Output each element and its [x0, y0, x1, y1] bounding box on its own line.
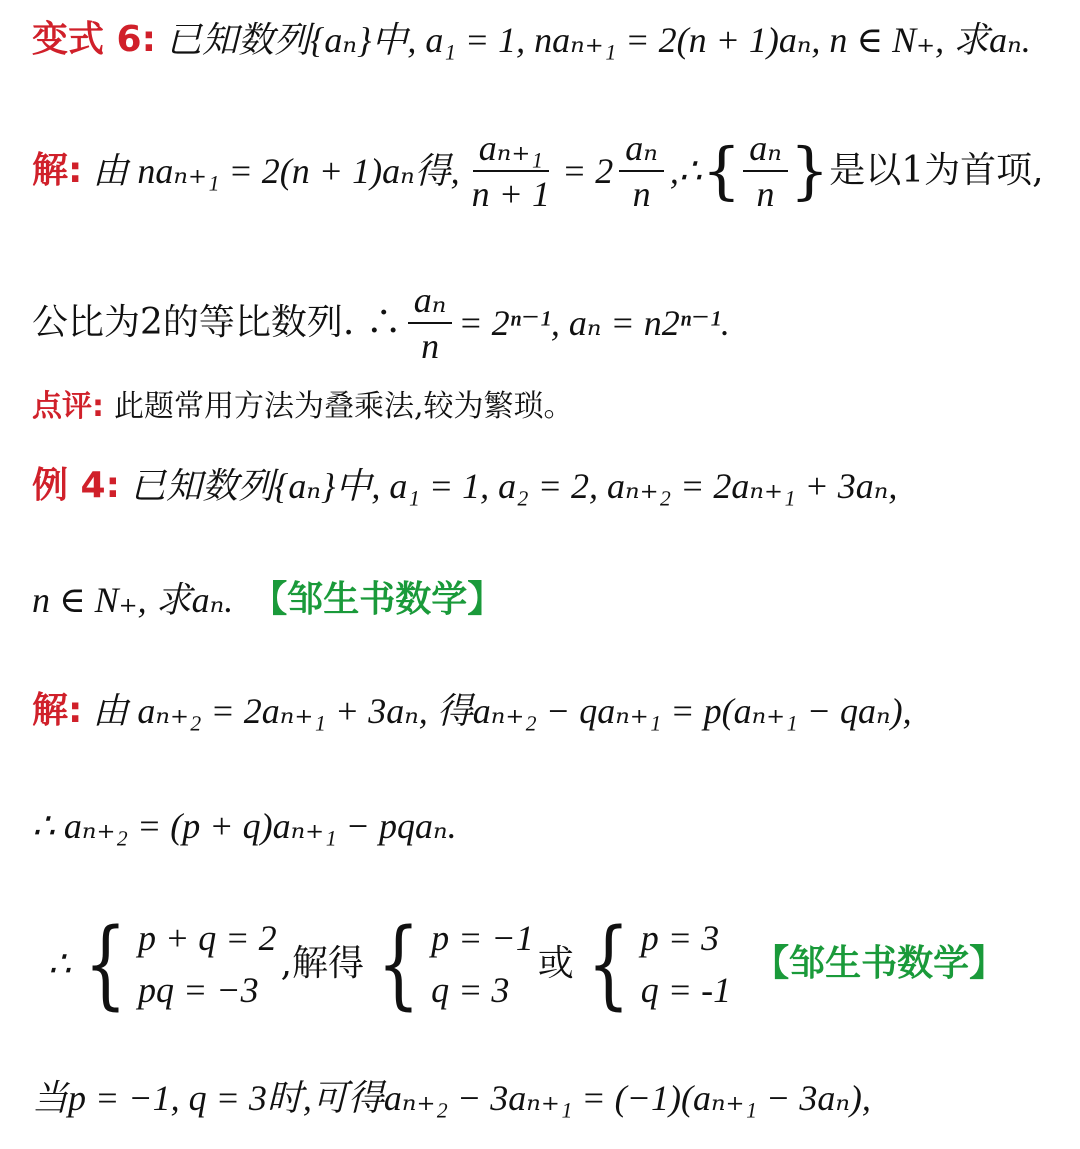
therefore-symbol: ∴: [48, 944, 71, 984]
fraction-denominator: n + 1: [471, 174, 550, 214]
comment-label: 点评:: [32, 389, 104, 424]
system-row: pq = −3: [137, 970, 259, 1010]
comment-line: [32, 389, 1070, 424]
solution1-tail: 是以1为首项,: [829, 150, 1044, 191]
variant6-label: 变式 6:: [32, 19, 156, 60]
equals-two: = 2: [561, 151, 614, 191]
fraction-numerator: aₙ: [743, 130, 788, 172]
comment-text: 此题常用方法为叠乘法,较为繁琐。: [114, 389, 574, 424]
systems-line: [48, 904, 1070, 1024]
fraction-denominator: n: [632, 174, 651, 214]
system-row: q = -1: [640, 970, 732, 1010]
system-row: p = −1: [431, 918, 534, 958]
solution2-line1: [32, 690, 1070, 731]
left-brace: {: [701, 134, 742, 207]
solve-text: ,解得: [280, 943, 365, 984]
right-brace: }: [789, 134, 830, 207]
or-text: 或: [537, 943, 574, 984]
watermark-label: 【邹生书数学】: [753, 943, 1006, 984]
equation-system-1: [75, 908, 277, 1020]
system-brace: {: [377, 908, 420, 1020]
fraction-an1-over-n1: [466, 130, 556, 212]
system-brace: {: [586, 908, 630, 1020]
system-brace: {: [84, 908, 127, 1020]
example4-line2: [32, 579, 1070, 620]
fraction-an-over-n: [619, 130, 664, 212]
therefore-symbol: ,∴: [669, 151, 702, 191]
solution1-lead: 由 naₙ₊₁ = 2(n + 1)aₙ得,: [92, 151, 460, 191]
fraction-set-an-over-n: [743, 130, 788, 212]
solution1-line2: [32, 282, 1070, 364]
solution2-last-text: 当p = −1, q = 3时,可得aₙ₊₂ − 3aₙ₊₁ = (−1)(aₙ₊₁ − 3aₙ),: [32, 1078, 871, 1118]
solution2-text2: ∴ aₙ₊₂ = (p + q)aₙ₊₁ − pqaₙ.: [32, 806, 457, 846]
solution2-text1: 由 aₙ₊₂ = 2aₙ₊₁ + 3aₙ, 得aₙ₊₂ − qaₙ₊₁ = p(aₙ₊₁ − qaₙ),: [92, 691, 912, 731]
fraction-an-over-n-2: [408, 282, 453, 364]
example4-text1: 已知数列{aₙ}中, a₁ = 1, a₂ = 2, aₙ₊₂ = 2aₙ₊₁ + 3aₙ,: [129, 466, 898, 506]
variant6-text: 已知数列{aₙ}中, a₁ = 1, naₙ₊₁ = 2(n + 1)aₙ, n ∈ N₊, 求aₙ.: [165, 20, 1031, 60]
system-row: q = 3: [431, 970, 510, 1010]
fraction-numerator: aₙ: [619, 130, 664, 172]
solution1-label: 解:: [32, 150, 83, 191]
solution1-line2-tail: = 2ⁿ⁻¹, aₙ = n2ⁿ⁻¹.: [458, 303, 730, 343]
example4-line1: [32, 465, 1070, 506]
solution1-line2-lead: 公比为2的等比数列. ∴: [32, 302, 402, 343]
equation-system-2: [368, 908, 534, 1020]
example4-label: 例 4:: [32, 465, 120, 506]
system-row: p + q = 2: [137, 918, 277, 958]
fraction-numerator: aₙ: [408, 282, 453, 324]
solution2-line-last: [32, 1080, 1070, 1116]
solution2-label: 解:: [32, 690, 83, 731]
fraction-denominator: n: [756, 174, 775, 214]
fraction-numerator: aₙ₊₁: [473, 130, 549, 172]
system-row: p = 3: [640, 918, 720, 958]
example4-text2: n ∈ N₊, 求aₙ.: [32, 580, 234, 620]
solution2-line2: [32, 808, 1070, 844]
variant6-line: [32, 19, 1070, 60]
fraction-denominator: n: [421, 326, 440, 366]
solution1-line1: [32, 130, 1070, 212]
watermark-label: 【邹生书数学】: [251, 579, 504, 620]
equation-system-3: [578, 908, 732, 1020]
